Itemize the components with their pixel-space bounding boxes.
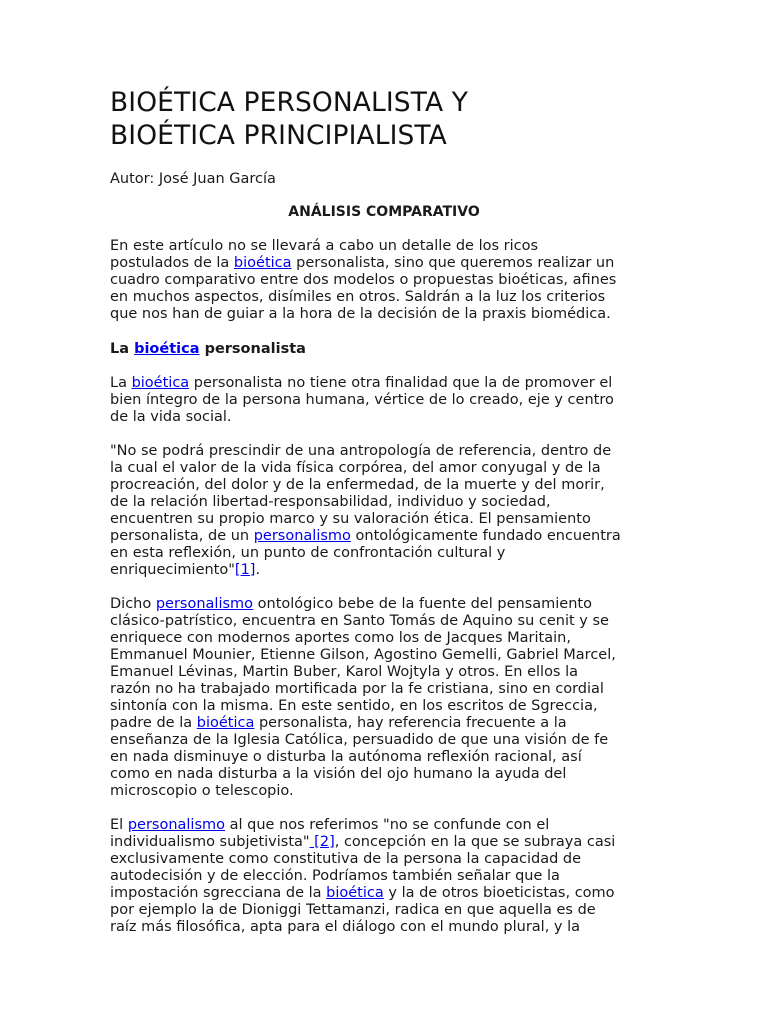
bioetica-link[interactable]: bioética bbox=[131, 375, 190, 391]
text-line bbox=[110, 255, 670, 272]
heading-run: personalista bbox=[199, 341, 306, 357]
text-run: al que nos referimos "no se confunde con el bbox=[225, 817, 550, 833]
bioetica-link[interactable]: bioética bbox=[326, 885, 384, 901]
text-line bbox=[110, 834, 670, 851]
text-line: enseñanza de la Iglesia Católica, persuadido de que una visión de fe bbox=[110, 732, 609, 748]
text-run: enriquecimiento" bbox=[110, 562, 235, 578]
text-line: que nos han de guiar a la hora de la decisión de la praxis biomédica. bbox=[110, 306, 611, 322]
section-subheading: ANÁLISIS COMPARATIVO bbox=[288, 204, 480, 220]
paragraph-quote bbox=[110, 443, 670, 579]
text-line bbox=[110, 715, 670, 732]
text-line: encuentren su propio marco y su valoración ética. El pensamiento bbox=[110, 511, 591, 527]
title-line-1: BIOÉTICA PERSONALISTA Y bbox=[110, 87, 468, 118]
text-line: raíz más filosófica, apta para el diálogo con el mundo plural, y la bbox=[110, 919, 581, 935]
text-run: personalista, de un bbox=[110, 528, 254, 544]
text-line: Emmanuel Mounier, Etienne Gilson, Agostino Gemelli, Gabriel Marcel, bbox=[110, 647, 616, 663]
page-title bbox=[110, 86, 468, 152]
text-line bbox=[110, 885, 670, 902]
text-line: bien íntegro de la persona humana, vértice de lo creado, eje y centro bbox=[110, 392, 614, 408]
paragraph-personalismo bbox=[110, 596, 670, 800]
paragraph-individualismo bbox=[110, 817, 670, 936]
section-heading bbox=[110, 340, 306, 358]
text-line: razón no ha trabajado mortificada por la fe cristiana, sino en cordial bbox=[110, 681, 604, 697]
bioetica-link[interactable]: bioética bbox=[134, 341, 200, 357]
text-run: impostación sgrecciana de la bbox=[110, 885, 327, 901]
text-line: sintonía con la misma. En este sentido, en los escritos de Sgreccia, bbox=[110, 698, 598, 714]
text-line: Emanuel Lévinas, Martin Buber, Karol Wojtyla y otros. En ellos la bbox=[110, 664, 579, 680]
text-run: personalista, sino que queremos realizar un bbox=[291, 255, 615, 271]
text-line: en nada disminuye o disturba la autónoma reflexión racional, así bbox=[110, 749, 582, 765]
text-line: clásico-patrístico, encuentra en Santo Tomás de Aquino su cenit y se bbox=[110, 613, 609, 629]
footnote-link-1[interactable]: [1] bbox=[234, 562, 256, 578]
text-line: la cual el valor de la vida física corpórea, del amor conyugal y de la bbox=[110, 460, 601, 476]
personalismo-link[interactable]: personalismo bbox=[155, 596, 254, 612]
text-line: por ejemplo la de Dioniggi Tettamanzi, radica en que aquella es de bbox=[110, 902, 596, 918]
text-line: de la vida social. bbox=[110, 409, 232, 425]
text-line bbox=[110, 562, 670, 579]
text-line: microscopio o telescopio. bbox=[110, 783, 294, 799]
text-line bbox=[110, 375, 670, 392]
paragraph-intro bbox=[110, 238, 670, 323]
text-line: de la relación libertad-responsabilidad, individuo y sociedad, bbox=[110, 494, 551, 510]
text-run: padre de la bbox=[110, 715, 197, 731]
text-line bbox=[110, 817, 670, 834]
bioetica-link[interactable]: bioética bbox=[196, 715, 255, 731]
author-line: Autor: José Juan García bbox=[110, 171, 276, 187]
text-run: individualismo subjetivista" bbox=[110, 834, 310, 850]
text-run: y la de otros bioeticistas, como bbox=[383, 885, 615, 901]
text-run: . bbox=[255, 562, 261, 578]
text-line: cuadro comparativo entre dos modelos o propuestas bioéticas, afines bbox=[110, 272, 617, 288]
text-run: Dicho bbox=[110, 596, 156, 612]
text-line: autodecisión y de elección. Podríamos también señalar que la bbox=[110, 868, 560, 884]
text-run: El bbox=[110, 817, 128, 833]
text-line bbox=[110, 528, 670, 545]
heading-run: La bbox=[110, 341, 135, 357]
text-line bbox=[110, 596, 670, 613]
bioetica-link[interactable]: bioética bbox=[233, 255, 292, 271]
personalismo-link[interactable]: personalismo bbox=[253, 528, 351, 544]
text-run: La bbox=[110, 375, 132, 391]
text-line: como en nada disturba a la visión del ojo humano la ayuda del bbox=[110, 766, 567, 782]
text-line: en muchos aspectos, disímiles en otros. Saldrán a la luz los criterios bbox=[110, 289, 606, 305]
text-line: enriquece con modernos aportes como los de Jacques Maritain, bbox=[110, 630, 571, 646]
text-run: , concepción en la que se subraya casi bbox=[334, 834, 616, 850]
text-run: personalista no tiene otra finalidad que la de promover el bbox=[189, 375, 613, 391]
paragraph-definition bbox=[110, 375, 670, 426]
text-run: personalista, hay referencia frecuente a la bbox=[254, 715, 567, 731]
text-line: procreación, del dolor y de la enfermedad, de la muerte y del morir, bbox=[110, 477, 605, 493]
personalismo-link[interactable]: personalismo bbox=[127, 817, 226, 833]
text-line: exclusivamente como constitutiva de la persona la capacidad de bbox=[110, 851, 582, 867]
text-run: ontológicamente fundado encuentra bbox=[350, 528, 621, 544]
title-line-2: BIOÉTICA PRINCIPIALISTA bbox=[110, 120, 447, 151]
text-run: ontológico bebe de la fuente del pensamiento bbox=[253, 596, 592, 612]
text-line: En este artículo no se llevará a cabo un detalle de los ricos bbox=[110, 238, 539, 254]
text-line: en esta reflexión, un punto de confrontación cultural y bbox=[110, 545, 506, 561]
footnote-link-2[interactable]: [2] bbox=[309, 834, 335, 850]
text-line: "No se podrá prescindir de una antropología de referencia, dentro de bbox=[110, 443, 612, 459]
text-run: postulados de la bbox=[110, 255, 234, 271]
